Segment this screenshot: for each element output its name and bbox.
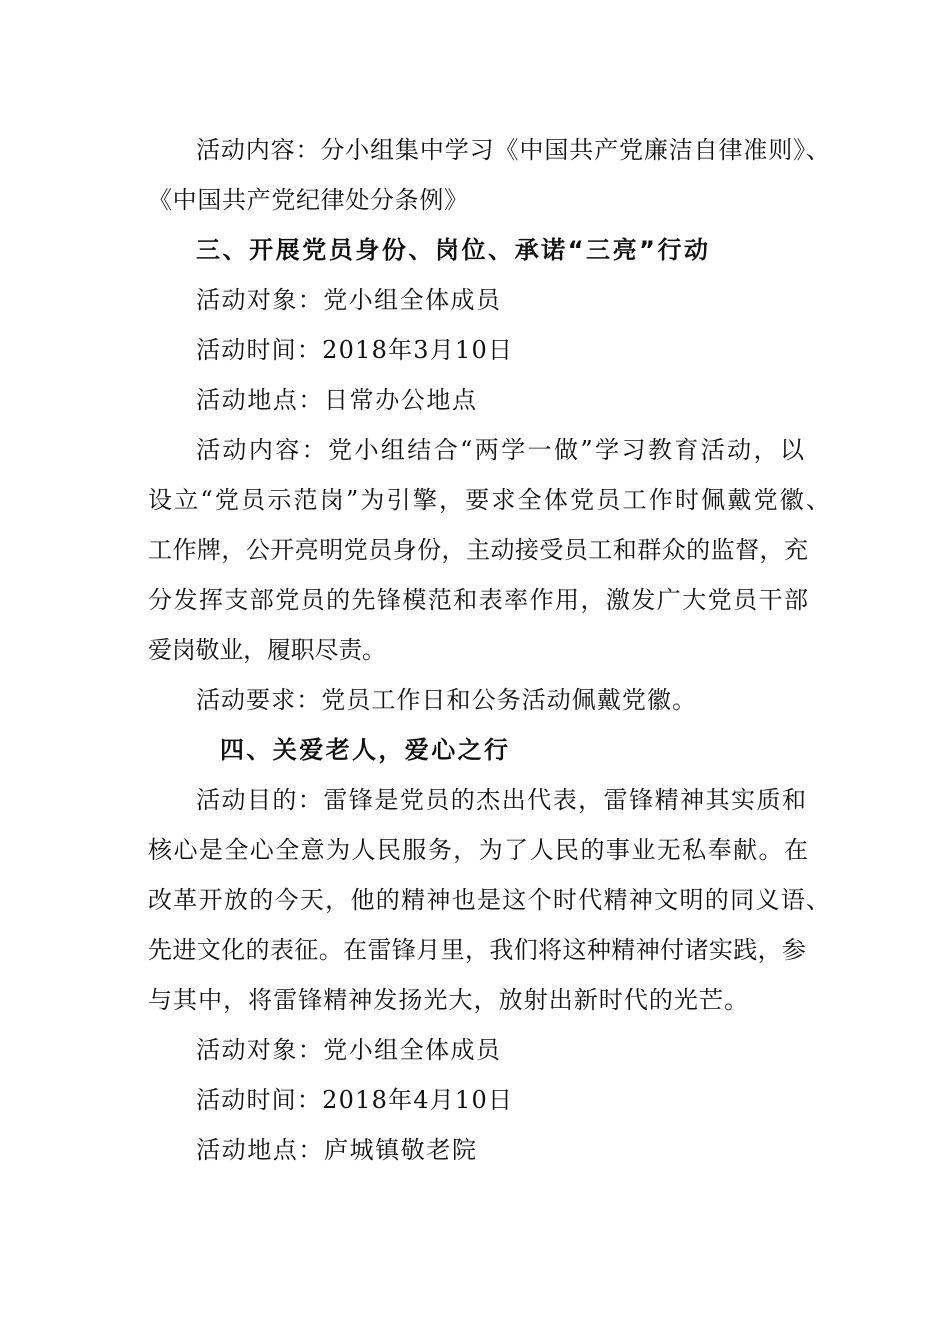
paragraph-line: 爱岗敬业，履职尽责。 bbox=[148, 636, 386, 664]
section-heading: 三、开展党员身份、岗位、承诺“三亮”行动 bbox=[196, 236, 711, 264]
paragraph-line: 设立“党员示范岗”为引擎，要求全体党员工作时佩戴党徽、 bbox=[148, 486, 833, 514]
paragraph-line: 活动目的：雷锋是党员的杰出代表，雷锋精神其实质和 bbox=[196, 786, 808, 814]
paragraph-line: 分发挥支部党员的先锋模范和表率作用，激发广大党员干部 bbox=[148, 586, 810, 614]
paragraph-line: 改革开放的今天，他的精神也是这个时代精神文明的同义语、 bbox=[148, 886, 832, 914]
section-heading: 四、关爱老人，爱心之行 bbox=[220, 736, 511, 764]
paragraph-line: 活动要求：党员工作日和公务活动佩戴党徽。 bbox=[196, 686, 698, 714]
paragraph-line: 活动地点：庐城镇敬老院 bbox=[196, 1136, 478, 1164]
paragraph-line: 活动对象：党小组全体成员 bbox=[196, 286, 502, 314]
paragraph-line: 活动内容：分小组集中学习《中国共产党廉洁自律准则》、 bbox=[196, 136, 831, 164]
paragraph-line: 先进文化的表征。在雷锋月里，我们将这种精神付诸实践，参 bbox=[148, 936, 807, 964]
paragraph-line: 与其中，将雷锋精神发扬光大，放射出新时代的光芒。 bbox=[148, 986, 750, 1014]
paragraph-line: 活动时间：2018年3月10日 bbox=[196, 336, 514, 364]
paragraph-line: 核心是全心全意为人民服务，为了人民的事业无私奉献。在 bbox=[148, 836, 810, 864]
paragraph-line: 《中国共产党纪律处分条例》 bbox=[148, 186, 469, 214]
paragraph-line: 活动内容：党小组结合“两学一做”学习教育活动，以 bbox=[196, 436, 807, 464]
paragraph-line: 工作牌，公开亮明党员身份，主动接受员工和群众的监督，充 bbox=[148, 536, 809, 564]
paragraph-line: 活动对象：党小组全体成员 bbox=[196, 1036, 502, 1064]
paragraph-line: 活动地点：日常办公地点 bbox=[196, 386, 478, 414]
paragraph-line: 活动时间：2018年4月10日 bbox=[196, 1086, 514, 1114]
